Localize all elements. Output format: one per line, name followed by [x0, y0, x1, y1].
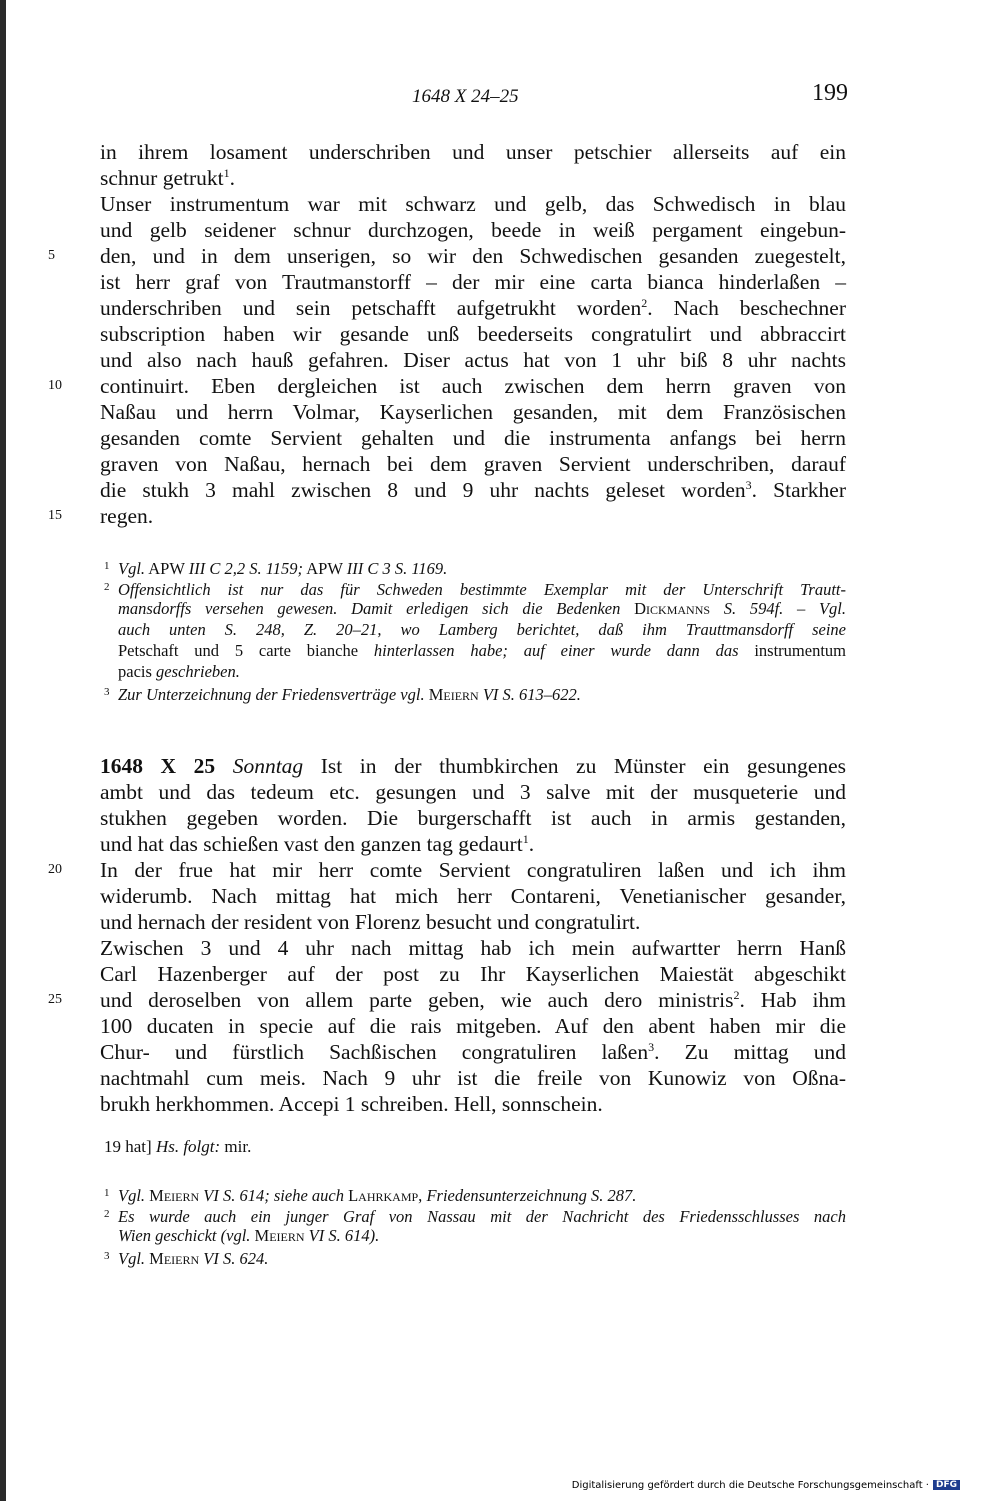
- text-line: subscription haben wir gesande unß beederseits congratulirt und abbraccirt: [100, 322, 846, 346]
- text-line: stukhen gegeben worden. Die burgerschafft ist auch in armis gestanden,: [100, 806, 846, 830]
- footnotes-section-1: [104, 556, 846, 703]
- footnote-ref[interactable]: 3: [648, 1040, 655, 1054]
- text-line: und gelb seidener schnur durchzogen, beede in weiß pergament eingebun-: [100, 218, 846, 242]
- diary-entry-1648-10-24: [48, 139, 847, 529]
- text-line: Naßau und herrn Volmar, Kayserlichen gesanden, mit dem Französischen: [100, 400, 846, 424]
- text-line: 10 continuirt. Eben dergleichen ist auch zwischen dem herrn graven von: [48, 374, 846, 398]
- line-number: 15: [48, 508, 62, 523]
- footnote-ref[interactable]: 1: [522, 832, 529, 846]
- text-line: Unser instrumentum war mit schwarz und gelb, das Schwedisch in blau: [100, 192, 846, 216]
- text-line: ist herr graf von Trautmanstorff – der mir eine carta bianca hinderlaßen –: [100, 270, 846, 294]
- text-line: die stukh 3 mahl zwischen 8 und 9 uhr nachts geleset worden$^3$. Starkher: [100, 478, 846, 502]
- footnote-2-line: Petschaft und 5 carte bianche hinterlassen habe; auf einer wurde dann das instrumentum: [118, 641, 847, 660]
- footnote-2-line: Wien geschickt (vgl. Meiern VI S. 614).: [118, 1226, 380, 1245]
- text-line: gesanden comte Servient gehalten und die instrumenta anfangs bei herrn: [100, 426, 846, 450]
- footnote-ref[interactable]: 2: [733, 988, 740, 1002]
- line-number: 5: [48, 248, 55, 263]
- text-line: graven von Naßau, hernach bei dem graven Servient underschriben, darauf: [100, 452, 846, 476]
- footnote-1: 1 Vgl. Meiern VI S. 614; siehe auch Lahrkamp, Friedensunterzeichnung S. 287.: [104, 1186, 637, 1205]
- line-number: 20: [48, 862, 62, 877]
- text-line: Chur- und fürstlich Sachßischen congratuliren laßen$^3$. Zu mittag und: [100, 1040, 846, 1064]
- text-line: ambt und das tedeum etc. gesungen und 3 salve mit der musqueterie und: [100, 780, 846, 804]
- text-line: schnur getrukt$^1$.: [100, 166, 235, 190]
- footnote-2-line: pacis geschrieben.: [118, 662, 240, 681]
- text-line: 20 In der frue hat mir herr comte Servient congratuliren laßen und ich ihm: [48, 858, 846, 882]
- text-line: Carl Hazenberger auf der post zu Ihr Kayserlichen Maiestät abgeschikt: [100, 962, 846, 986]
- text-line: 25 und deroselben von allem parte geben, wie auch dero ministris$^2$. Hab ihm: [48, 988, 846, 1012]
- footnote-2-line: mansdorffs versehen gewesen. Damit erledigen sich die Bedenken Dickmanns S. 594f. – Vgl.: [118, 599, 847, 618]
- footnote-3: 3 Vgl. Meiern VI S. 624.: [104, 1249, 269, 1268]
- text-line: und hat das schießen vast den ganzen tag gedaurt$^1$.: [100, 832, 535, 856]
- entry-date: 1648 X 25: [100, 754, 216, 778]
- dfg-logo: DFG: [933, 1480, 960, 1490]
- footnote-ref[interactable]: 3: [745, 478, 752, 492]
- footnote-2: 2 Offensichtlich ist nur das für Schweden bestimmte Exemplar mit der Unterschrift Trautt-: [104, 580, 846, 599]
- text-line: widerumb. Nach mittag hat mich herr Contareni, Venetianischer gesander,: [100, 884, 846, 908]
- page-number: 199: [812, 80, 848, 106]
- footnote-3: 3 Zur Unterzeichnung der Friedensverträge vgl. Meiern VI S. 613–622.: [104, 685, 581, 704]
- digitization-credit: Digitalisierung gefördert durch die Deutsche Forschungsgemeinschaft · DFG: [572, 1480, 960, 1491]
- footnote-1: 1 Vgl. APW III C 2,2 S. 1159; APW III C 3 S. 1169.: [104, 559, 448, 578]
- line-number: 10: [48, 378, 62, 393]
- text-line: in ihrem losament underschriben und unser petschier allerseits auf ein: [100, 140, 846, 164]
- text-line: 5 den, und in dem unserigen, so wir den Schwedischen gesanden zuegestelt,: [48, 244, 846, 268]
- text-line: 1648 X 25 Sonntag Ist in der thumbkirchen zu Münster ein gesungenes: [100, 754, 847, 778]
- text-line: und also nach hauß gefahren. Diser actus hat von 1 uhr biß 8 uhr nachts: [100, 348, 846, 372]
- text-line: brukh herkhommen. Accepi 1 schreiben. Hell, sonnschein.: [100, 1092, 603, 1116]
- page-header: [0, 80, 1000, 110]
- diary-entry-1648-10-25: [48, 753, 847, 1117]
- text-line: Zwischen 3 und 4 uhr nach mittag hab ich mein aufwartter herrn Hanß: [100, 936, 846, 960]
- footnotes-section-2: [104, 1183, 846, 1267]
- footnote-2: 2 Es wurde auch ein junger Graf von Nassau mit der Nachricht des Friedensschlusses nach: [104, 1207, 846, 1226]
- footnote-ref[interactable]: 1: [223, 166, 230, 180]
- text-line: nachtmahl cum meis. Nach 9 uhr ist die freile von Kunowiz von Oßna-: [100, 1066, 846, 1090]
- text-line: und hernach der resident von Florenz besucht und congratulirt.: [100, 910, 641, 934]
- text-line: 100 ducaten in specie auf die rais mitgeben. Auf den abent haben mir die: [100, 1014, 846, 1038]
- running-head: 1648 X 24–25: [412, 86, 519, 107]
- footnote-ref[interactable]: 2: [641, 296, 648, 310]
- scan-edge: [0, 0, 6, 1501]
- text-line: underschriben und sein petschafft aufgetrukht worden$^2$. Nach beschechner: [100, 296, 847, 320]
- critical-apparatus: 19 hat] Hs. folgt: mir.: [104, 1137, 252, 1156]
- footnote-2-line: auch unten S. 248, Z. 20–21, wo Lamberg berichtet, daß ihm Trauttmansdorff seine: [118, 620, 846, 639]
- text-line: 15 regen.: [48, 504, 154, 528]
- entry-weekday: Sonntag: [232, 754, 304, 778]
- line-number: 25: [48, 992, 62, 1007]
